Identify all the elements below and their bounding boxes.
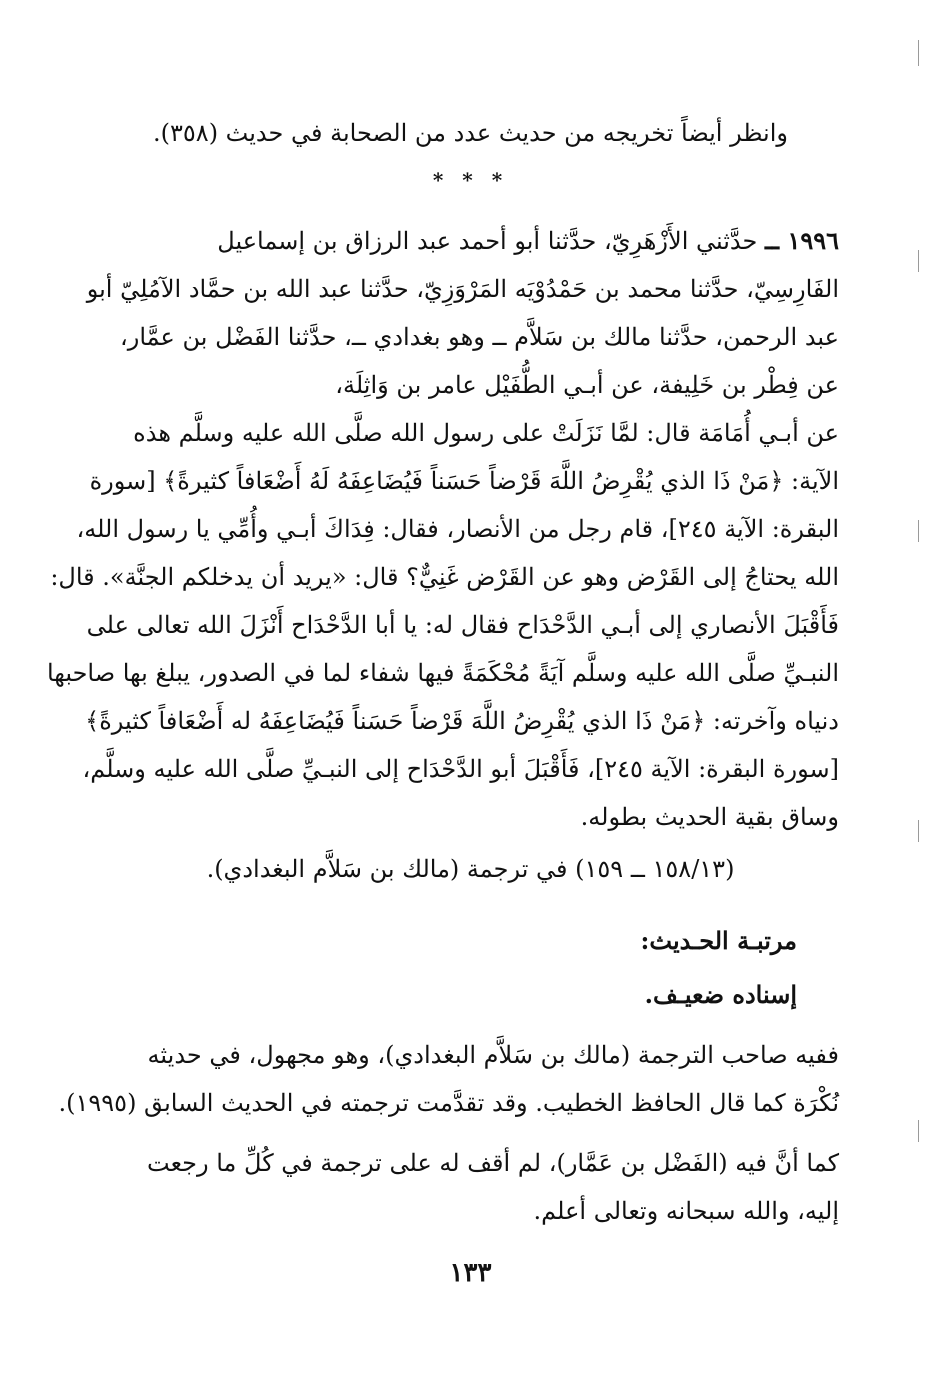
hadith-matn-line: عن أبـي أُمَامَة قال: لمَّا نَزَلَتْ على رسول الله صلَّى الله عليه وسلَّم هذه xyxy=(133,419,839,447)
hadith-isnad-line: عبد الرحمن، حدَّثنا مالك بن سَلاَّم ــ وهو بغدادي ــ، حدَّثنا الفَضْل بن عمَّار، xyxy=(120,323,839,351)
top-reference-note: وانظر أيضاً تخريجه من حديث عدد من الصحابة في حديث (٣٥٨). xyxy=(153,119,788,147)
hadith-matn-line: فَأَقْبَلَ الأنصاري إلى أبـي الدَّحْدَاح فقال له: يا أبا الدَّحْدَاح أَنْزَلَ الله تعالى على xyxy=(86,611,839,639)
hadith-isnad-line: الفَارِسِيّ، حدَّثنا محمد بن حَمْدُوْيَه المَرْوَزِيّ، حدَّثنا عبد الله بن حمَّاد الآمُلِيّ أبو xyxy=(86,275,839,303)
scan-edge-mark xyxy=(918,820,919,842)
hadith-matn-line: الله يحتاجُ إلى القَرْض وهو عن القَرْض غَنِيٌّ؟ قال: «يريد أن يدخلكم الجنَّة». قال: xyxy=(50,563,839,591)
scan-edge-mark xyxy=(918,40,919,66)
hadith-matn-line: [سورة البقرة: الآية ٢٤٥]، فَأَقْبَلَ أبو الدَّحْدَاح إلى النبـيِّ صلَّى الله عليه وسلَّم، xyxy=(82,755,839,783)
hadith-isnad-text: حدَّثني الأَزْهَرِيّ، حدَّثنا أبو أحمد عبد الرزاق بن إسماعيل xyxy=(217,227,758,255)
scan-edge-mark xyxy=(918,250,919,272)
hadith-number: ١٩٩٦ ــ xyxy=(765,226,839,255)
source-reference: (١٥٨/١٣ ــ ١٥٩) في ترجمة (مالك بن سَلاَّم البغدادي). xyxy=(206,855,735,883)
grading-paragraph-line: ففيه صاحب الترجمة (مالك بن سَلاَّم البغدادي)، وهو مجهول، في حديثه xyxy=(147,1041,839,1069)
hadith-matn-line: النبـيِّ صلَّى الله عليه وسلَّم آيَةً مُحْكَمَةً فيها شفاء لما في الصدور، يبلغ بها صاحبها xyxy=(46,659,839,687)
hadith-matn-line: دنياه وآخرته: ﴿مَنْ ذَا الذي يُقْرِضُ اللَّهَ قَرْضاً حَسَناً فَيُضَاعِفَهُ له أَضْعَافاً كثيرةً﴾ xyxy=(85,707,839,735)
scan-edge-mark xyxy=(918,1120,919,1142)
grading-heading: مرتبـة الحـديث: xyxy=(640,926,797,955)
grading-verdict: إسناده ضعيـف. xyxy=(644,980,797,1009)
page-number: ١٣٣ xyxy=(449,1258,492,1288)
section-separator: * * * xyxy=(432,168,509,192)
hadith-matn-line: الآية: ﴿مَنْ ذَا الذي يُقْرِضُ اللَّهَ قَرْضاً حَسَناً فَيُضَاعِفَهُ لَهُ أَضْعَافاً كثيرةً﴾ [سورة xyxy=(89,467,839,495)
scan-edge-mark xyxy=(918,520,919,542)
grading-paragraph-line: إليه، والله سبحانه وتعالى أعلم. xyxy=(533,1197,839,1225)
hadith-isnad-line xyxy=(102,218,839,264)
grading-paragraph-line: كما أنَّ فيه (الفَضْل بن عَمَّار)، لم أقف له على ترجمة في كُلِّ ما رجعت xyxy=(147,1149,839,1177)
hadith-matn-line: البقرة: الآية ٢٤٥]، قام رجل من الأنصار، فقال: فِدَاكَ أبـي وأُمِّي يا رسول الله، xyxy=(76,515,839,543)
grading-paragraph-line: نُكْرَة كما قال الحافظ الخطيب. وقد تقدَّمت ترجمته في الحديث السابق (١٩٩٥). xyxy=(58,1089,839,1117)
hadith-matn-line: وساق بقية الحديث بطوله. xyxy=(580,803,839,831)
hadith-isnad-line: عن فِطْر بن خَلِيفة، عن أبـي الطُّفَيْل عامر بن وَاثِلَة، xyxy=(335,371,839,399)
